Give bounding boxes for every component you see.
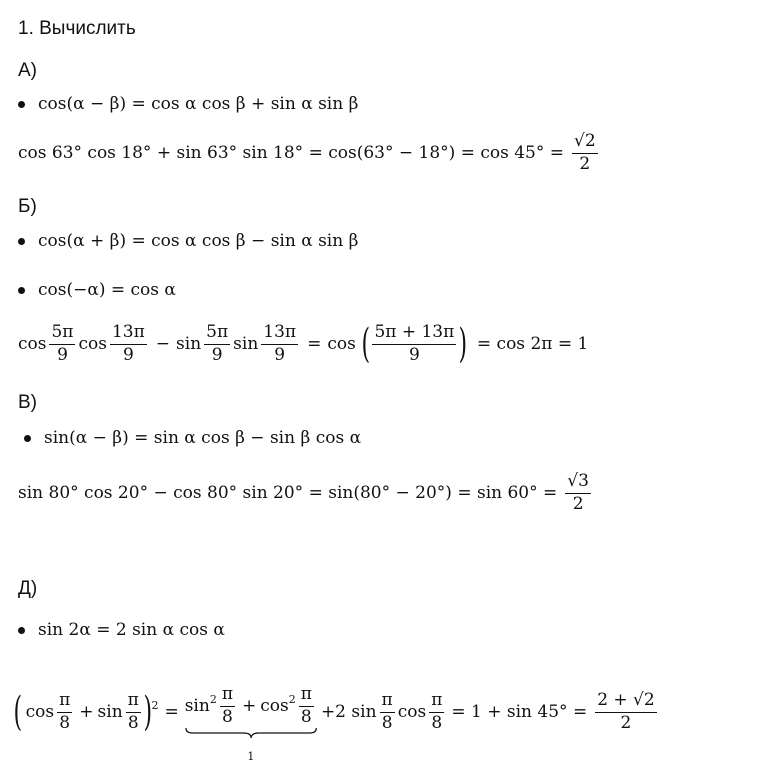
cos-text: cos: [327, 334, 356, 354]
section-b-formula1: cos(α + β) = cos α cos β − sin α sin β: [38, 231, 359, 251]
fraction-numerator: √3: [565, 472, 591, 494]
fraction: [261, 323, 298, 365]
fraction-numerator: π: [220, 685, 235, 707]
bullet-icon: [18, 627, 25, 634]
fraction-denominator: 8: [300, 706, 312, 727]
cos-text: cos: [25, 702, 55, 722]
fraction-numerator: 5π: [49, 323, 75, 345]
section-b-formula1-line: [18, 229, 358, 253]
square-exponent: 2: [151, 698, 159, 712]
fraction-numerator: π: [57, 691, 72, 713]
fraction-denominator: 2: [572, 493, 584, 514]
section-b-calc: [18, 316, 588, 372]
left-paren-icon: (: [361, 321, 370, 367]
plus-sign: +: [242, 696, 257, 716]
fraction-denominator: 2: [579, 153, 591, 174]
minus-sign: −: [155, 334, 171, 354]
fraction-denominator: 8: [431, 712, 443, 733]
cos-text: cos: [397, 702, 427, 722]
fraction-denominator: 9: [274, 344, 286, 365]
section-a-formula-line: [18, 92, 358, 116]
sin-text: sin: [97, 702, 123, 722]
sin-text: sin: [233, 334, 259, 354]
bullet-icon: [18, 287, 25, 294]
fraction: [57, 691, 72, 733]
fraction-numerator: π: [380, 691, 395, 713]
left-paren-icon: (: [13, 689, 23, 735]
fraction: [429, 691, 444, 733]
bullet-icon: [18, 238, 25, 245]
section-d-result-fraction: [595, 691, 657, 733]
fraction-numerator: π: [299, 685, 314, 707]
right-paren-icon: ): [458, 321, 468, 367]
fraction: [380, 691, 395, 733]
section-b-formula2: cos(−α) = cos α: [38, 280, 176, 300]
sin-squared-text: sin: [184, 696, 210, 716]
fraction-denominator: 8: [222, 706, 233, 727]
fraction-denominator: 9: [211, 344, 223, 365]
fraction: [299, 685, 314, 727]
fraction-numerator: 13π: [110, 323, 147, 345]
fraction-denominator: 8: [127, 712, 139, 733]
section-v-formula-line: [24, 426, 361, 450]
section-a-formula: cos(α − β) = cos α cos β + sin α sin β: [38, 94, 359, 114]
section-d-tail: = 1 + sin 45° =: [451, 702, 588, 722]
plus-sign: +: [79, 702, 94, 722]
sin-text: sin: [176, 334, 202, 354]
equals-sign: =: [164, 702, 179, 722]
fraction: [49, 323, 75, 365]
cos-text: cos: [78, 334, 107, 354]
section-b-tail: = cos 2π = 1: [476, 334, 589, 354]
underbrace-value: 1: [247, 750, 255, 764]
cos-squared-text: cos: [260, 696, 289, 716]
bullet-icon: [24, 435, 31, 442]
underbrace-content: [185, 685, 317, 727]
section-v-calc: [18, 466, 594, 520]
section-d-label: Д): [18, 578, 38, 599]
fraction-numerator: 5π: [204, 323, 230, 345]
equals-sign: =: [307, 334, 322, 354]
fraction-numerator: π: [429, 691, 444, 713]
fraction-numerator: 2 + √2: [595, 691, 657, 713]
section-b-label: Б): [18, 196, 37, 217]
fraction: [126, 691, 141, 733]
fraction: [204, 323, 230, 365]
fraction-numerator: 13π: [261, 323, 298, 345]
cos-text: cos: [18, 334, 47, 354]
section-d-calc: [13, 683, 660, 764]
fraction-denominator: 9: [408, 344, 420, 365]
fraction-denominator: 9: [122, 344, 134, 365]
section-a-result-fraction: [572, 132, 598, 174]
underbrace-group: [184, 683, 317, 764]
right-paren-icon: ): [143, 689, 152, 735]
section-v-label: В): [18, 392, 37, 413]
square-exponent: 2: [209, 692, 217, 706]
section-d-mid: +2 sin: [320, 702, 377, 722]
fraction-denominator: 8: [381, 712, 393, 733]
fraction-denominator: 9: [57, 344, 68, 365]
section-v-formula: sin(α − β) = sin α cos β − sin β cos α: [44, 428, 362, 448]
fraction: [220, 685, 235, 727]
fraction-numerator: √2: [572, 132, 598, 154]
fraction-denominator: 2: [620, 712, 632, 733]
section-d-formula: sin 2α = 2 sin α cos α: [38, 620, 225, 640]
fraction-denominator: 8: [59, 712, 71, 733]
section-v-calc-left: sin 80° cos 20° − cos 80° sin 20° = sin(80° − 20°) = sin 60° =: [18, 483, 558, 503]
section-d-formula-line: [18, 618, 225, 642]
section-a-label: А): [18, 60, 37, 81]
section-a-calc: [18, 126, 601, 180]
section-b-formula2-line: [18, 278, 176, 302]
bullet-icon: [18, 101, 25, 108]
fraction-numerator: 5π + 13π: [372, 323, 456, 345]
underbrace-icon: [185, 727, 317, 764]
page-title: 1. Вычислить: [18, 18, 136, 39]
fraction: [110, 323, 147, 365]
section-a-calc-left: cos 63° cos 18° + sin 63° sin 18° = cos(63° − 18°) = cos 45° =: [18, 143, 565, 163]
section-v-result-fraction: [565, 472, 591, 514]
fraction-numerator: π: [126, 691, 141, 713]
square-exponent: 2: [288, 692, 296, 706]
fraction: [372, 323, 456, 365]
